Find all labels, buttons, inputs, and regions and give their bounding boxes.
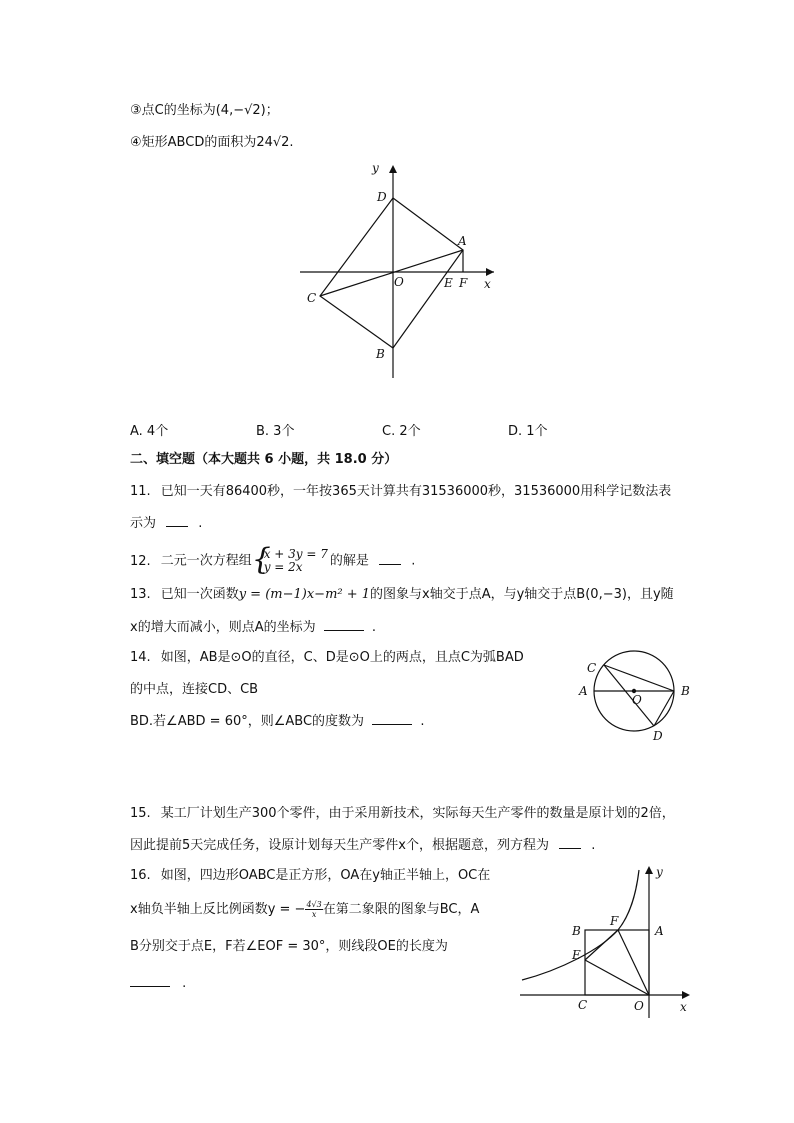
q15-answer-blank[interactable] <box>559 834 581 849</box>
square-oabc <box>585 930 649 995</box>
q13-number: 13. <box>130 587 151 602</box>
diagonal-ac <box>320 250 463 296</box>
q11-text2: 示为 <box>130 516 157 531</box>
q11-end: . <box>198 516 203 531</box>
segment-of <box>618 930 649 995</box>
label-e: E <box>444 276 453 290</box>
q16-line3: B分别交于点E，F若∠EOF = 30°，则线段OE的长度为 <box>130 939 448 954</box>
q16-answer-blank[interactable] <box>130 972 170 987</box>
q16-text1: 如图，四边形OABC是正方形，OA在y轴正半轴上，OC在 <box>160 868 491 883</box>
segment-ef <box>585 930 618 960</box>
label-y: y <box>372 161 379 175</box>
q14-line3 <box>130 710 424 732</box>
q13-text2: x的增大而减小，则点A的坐标为 <box>130 620 316 635</box>
q16-line4 <box>130 972 186 994</box>
q13-end: . <box>371 620 377 635</box>
label-b: B <box>572 924 581 938</box>
label-c: C <box>307 291 317 305</box>
label-a: A <box>458 234 467 248</box>
q12-pre: 二元一次方程组 <box>160 553 252 569</box>
q13-answer-blank[interactable] <box>324 616 364 631</box>
q11-line2 <box>130 512 202 534</box>
label-e: E <box>572 948 581 962</box>
option-c[interactable]: C. 2个 <box>382 424 421 439</box>
q12-line <box>130 548 415 574</box>
q16-text2b: 在第二象限的图象与BC，A <box>322 902 480 917</box>
section-2-heading: 二、填空题（本大题共 6 小题，共 18.0 分） <box>130 452 398 467</box>
q11-text: 已知一天有86400秒，一年按365天计算共有31536000秒，31536000用科学记数法表 <box>160 484 672 499</box>
figure-square-hyperbola <box>515 862 695 1022</box>
q16-frac-denominator: x <box>311 910 317 919</box>
q16-line2 <box>130 900 479 920</box>
label-o: O <box>394 275 404 289</box>
q12-end: . <box>411 553 416 569</box>
item-3: ③点C的坐标为(4,−√2)； <box>130 103 279 118</box>
q12-eq1: { x + 3y = 7 <box>263 547 328 561</box>
chord-bd <box>654 691 674 726</box>
q11-number: 11. <box>130 484 151 499</box>
y-axis-arrow <box>645 866 653 874</box>
q15-line1 <box>130 804 675 824</box>
label-y: y <box>656 865 663 879</box>
label-a: A <box>579 684 588 698</box>
label-d: D <box>653 729 663 743</box>
q16-text2a: x轴负半轴上反比例函数y = − <box>130 902 306 917</box>
x-axis-arrow <box>486 268 494 276</box>
q16-number: 16. <box>130 868 151 883</box>
label-x: x <box>484 277 491 291</box>
q14-answer-blank[interactable] <box>372 710 412 725</box>
q13-text-b: 的图象与x轴交于点A，与y轴交于点B(0,−3)，且y随 <box>370 587 674 602</box>
label-c: C <box>587 661 597 675</box>
label-f: F <box>459 276 468 290</box>
label-a: A <box>655 924 664 938</box>
q16-frac-numerator: 4√3 <box>306 900 322 909</box>
q12-number: 12. <box>130 553 151 569</box>
q14-line1 <box>130 648 524 668</box>
q14-end: . <box>420 714 425 729</box>
q12-post: 的解是 <box>329 553 369 569</box>
label-d: D <box>377 190 387 204</box>
label-f: F <box>610 914 619 928</box>
q15-text1: 某工厂计划生产300个零件，由于采用新技术，实际每天生产零件的数量是原计划的2倍， <box>160 806 675 821</box>
q14-number: 14. <box>130 650 151 665</box>
q14-text3: BD.若∠ABD = 60°，则∠ABC的度数为 <box>130 714 365 729</box>
q13-function: y = (m−1)x−m² + 1 <box>238 587 371 602</box>
q15-number: 15. <box>130 806 151 821</box>
segment-oe <box>585 960 649 995</box>
q12-answer-blank[interactable] <box>379 550 401 565</box>
q13-line1 <box>130 585 674 605</box>
label-o: O <box>632 693 642 707</box>
q15-text2: 因此提前5天完成任务，设原计划每天生产零件x个，根据题意，列方程为 <box>130 838 549 853</box>
q12-eq2: y = 2x <box>263 560 303 574</box>
option-a[interactable]: A. 4个 <box>130 424 169 439</box>
q13-text-a: 已知一次函数 <box>160 587 239 602</box>
label-b: B <box>681 684 690 698</box>
label-x: x <box>680 1000 687 1014</box>
q13-line2 <box>130 616 376 638</box>
label-c: C <box>578 998 588 1012</box>
q14-line2: 的中点，连接CD、CB <box>130 682 259 697</box>
q14-text1: 如图，AB是⊙O的直径，C、D是⊙O上的两点，且点C为弧BAD <box>160 650 524 665</box>
q15-line2 <box>130 834 595 856</box>
q15-end: . <box>591 838 596 853</box>
q11-answer-blank[interactable] <box>166 512 188 527</box>
q16-line1 <box>130 866 490 886</box>
label-b: B <box>376 347 385 361</box>
label-o: O <box>634 999 644 1013</box>
q16-end: . <box>182 976 187 991</box>
figure-circle <box>570 650 700 745</box>
q11-line1 <box>130 482 671 502</box>
q16-fraction <box>305 900 322 919</box>
item-4: ④矩形ABCD的面积为24√2. <box>130 135 294 150</box>
x-axis-arrow <box>682 991 690 999</box>
option-d[interactable]: D. 1个 <box>508 424 548 439</box>
option-b[interactable]: B. 3个 <box>256 424 295 439</box>
y-axis-arrow <box>389 165 397 173</box>
q12-equation-system <box>254 548 328 574</box>
figure-rectangle-abcd <box>290 155 510 385</box>
